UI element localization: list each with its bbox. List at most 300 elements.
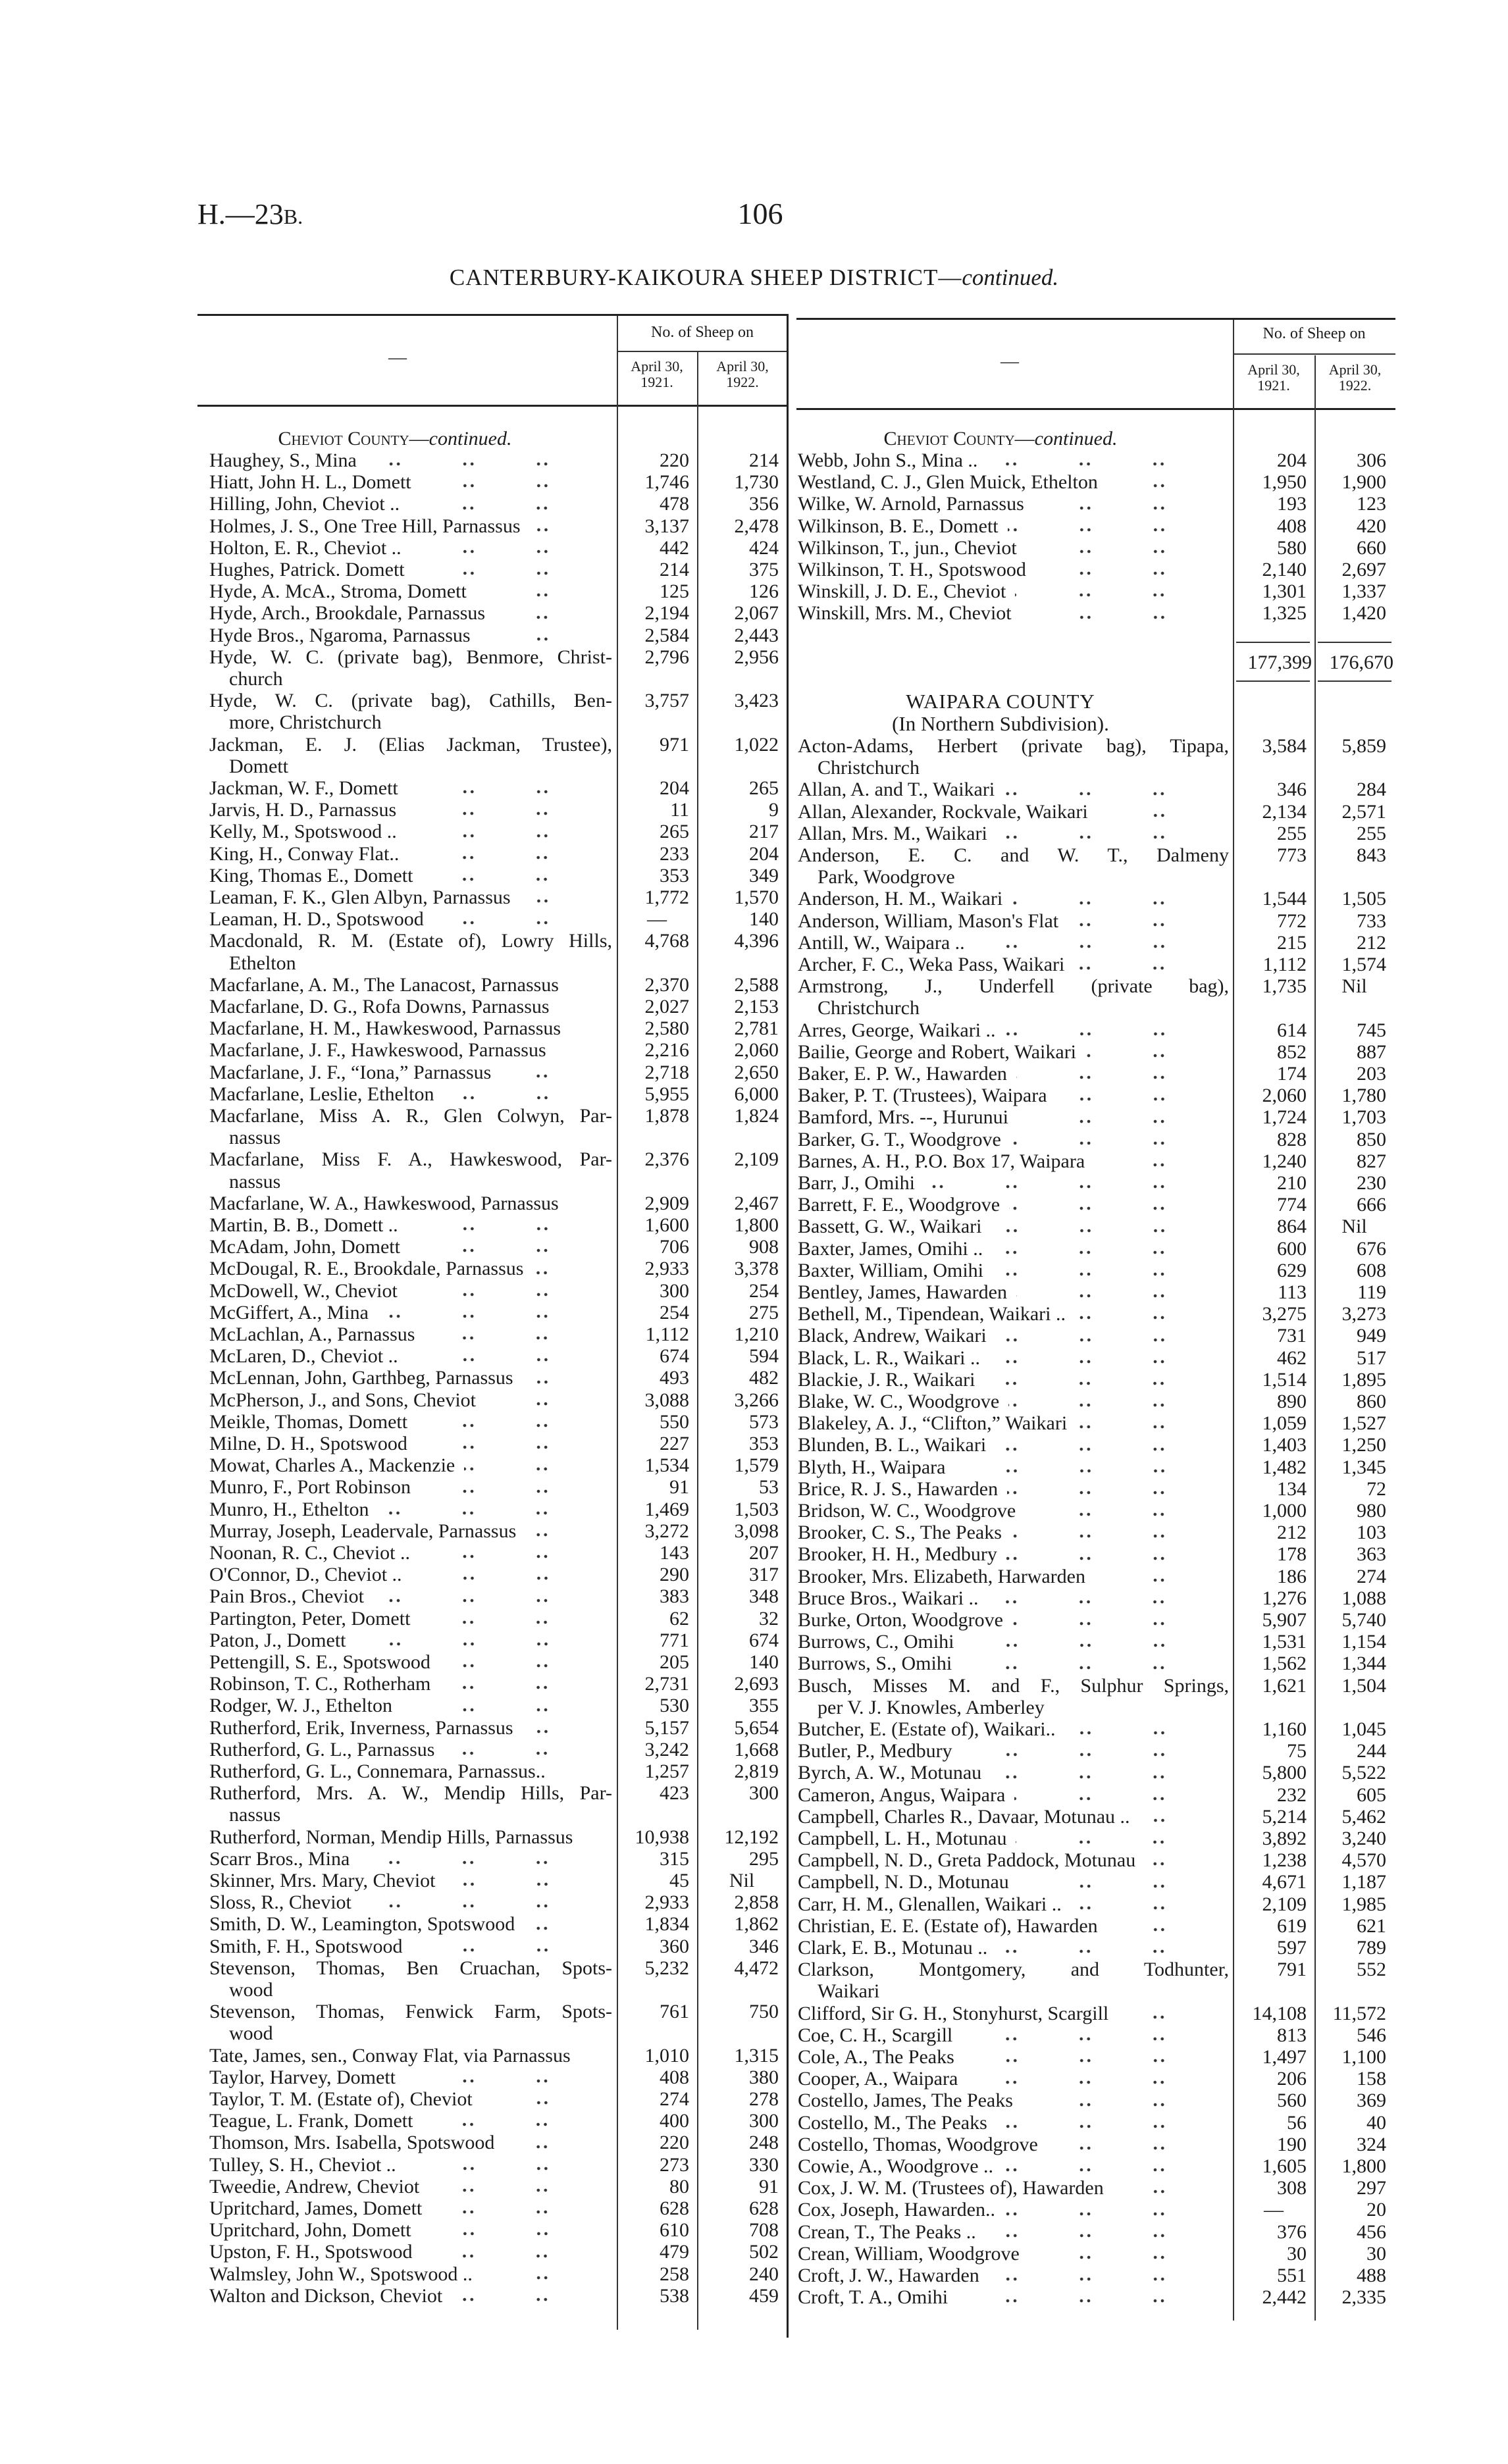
owner-cell xyxy=(798,1456,1229,1478)
sheep-1921: 2,933 xyxy=(644,1258,689,1280)
owner-name: Brice, R. J. S., Hawarden xyxy=(798,1477,999,1500)
owner-cell xyxy=(798,1303,1229,1325)
sheep-1922: 346 xyxy=(749,1935,779,1957)
sheep-1921: 580 xyxy=(1277,536,1307,559)
owner-cell xyxy=(798,1915,1229,1937)
owner-name: Bridson, W. C., Woodgrove xyxy=(798,1500,1016,1522)
sheep-1922: 949 xyxy=(1357,1325,1386,1347)
sheep-1922: 355 xyxy=(749,1695,779,1717)
owner-name-continuation: per V. J. Knowles, Amberley xyxy=(818,1696,1045,1718)
dot-leader xyxy=(405,2166,610,2171)
dot-leader xyxy=(494,615,610,620)
owner-name: McLaren, D., Cheviot .. xyxy=(209,1345,398,1368)
dot-leader xyxy=(1074,965,1226,971)
owner-cell xyxy=(209,1148,612,1192)
table-row xyxy=(796,1434,1395,1456)
table-row xyxy=(796,888,1395,910)
sheep-1922: 2,443 xyxy=(734,624,779,646)
sheep-1922: 91 xyxy=(759,2175,779,2197)
dot-leader xyxy=(524,1926,610,1931)
sheep-1921: 80 xyxy=(669,2175,689,2197)
owner-cell xyxy=(798,2286,1229,2308)
owner-name-continuation: Domett xyxy=(229,755,288,777)
table-row xyxy=(197,1564,788,1585)
owner-name: Bailie, George and Robert, Waikari xyxy=(798,1040,1077,1063)
sheep-1922: 674 xyxy=(749,1629,779,1651)
owner-cell xyxy=(209,1695,612,1716)
sheep-1921: 232 xyxy=(1277,1784,1307,1806)
sheep-1921: 408 xyxy=(660,2066,689,2088)
sheep-1921: 204 xyxy=(660,777,689,799)
table-row xyxy=(197,515,788,537)
sheep-1921: 864 xyxy=(1277,1216,1307,1238)
owner-cell xyxy=(209,1323,612,1345)
sheep-1922: 300 xyxy=(749,1782,779,1805)
sheep-1922: 1,668 xyxy=(734,1738,779,1760)
sheep-1921: 479 xyxy=(660,2241,689,2263)
sheep-1921: 3,584 xyxy=(1262,735,1307,757)
table-row xyxy=(796,2112,1395,2134)
owner-name: Winskill, J. D. E., Cheviot xyxy=(798,580,1006,603)
table-row xyxy=(796,493,1395,515)
owner-name: Wilkinson, B. E., Domett xyxy=(798,515,999,537)
owner-name: Allan, Mrs. M., Waikari xyxy=(798,822,987,844)
table-row xyxy=(796,2090,1395,2111)
owner-name: Holmes, J. S., One Tree Hill, Parnassus xyxy=(209,515,521,537)
sheep-1922: 517 xyxy=(1357,1347,1386,1369)
sheep-1922: 887 xyxy=(1357,1040,1386,1063)
sheep-1921: 1,834 xyxy=(644,1913,689,1936)
owner-name: Macfarlane, A. M., The Lanacost, Parnassus xyxy=(209,973,559,996)
table-row xyxy=(197,1673,788,1695)
dot-leader xyxy=(1008,527,1226,532)
owner-name-continuation: Christchurch xyxy=(818,757,920,779)
dot-leader xyxy=(482,2100,610,2105)
table-row xyxy=(197,2001,788,2044)
table-row xyxy=(197,2241,788,2263)
dot-leader xyxy=(378,1510,610,1516)
owner-cell xyxy=(798,2046,1229,2068)
sheep-1922: 1,022 xyxy=(734,733,779,756)
owner-cell xyxy=(209,1891,612,1913)
owner-cell xyxy=(209,1017,612,1039)
owner-name: Baxter, James, Omihi .. xyxy=(798,1237,983,1260)
table-row xyxy=(796,823,1395,844)
dot-leader xyxy=(582,1838,610,1843)
table-row xyxy=(197,2219,788,2241)
sheep-1921: 1,600 xyxy=(644,1214,689,1236)
table-row xyxy=(197,2045,788,2066)
waipara-county-heading: WAIPARA COUNTY xyxy=(906,690,1095,713)
table-row xyxy=(796,1543,1395,1565)
owner-name: McLachlan, A., Parnassus xyxy=(209,1323,415,1345)
table-row xyxy=(197,449,788,471)
owner-cell xyxy=(209,1105,612,1148)
owner-name: Anderson, E. C. and W. T., Dalmeny xyxy=(798,844,1229,866)
owner-cell xyxy=(209,1454,612,1476)
sheep-1921: 2,376 xyxy=(644,1148,689,1171)
owner-name: Antill, W., Waipara .. xyxy=(798,931,965,954)
owner-cell xyxy=(798,1609,1229,1631)
sheep-1922: 244 xyxy=(1357,1740,1386,1762)
sheep-1922: 1,579 xyxy=(734,1454,779,1477)
dot-leader xyxy=(995,1447,1226,1452)
owner-name: Upston, F. H., Spotswood xyxy=(209,2241,413,2263)
table-row xyxy=(796,1325,1395,1347)
owner-name-continuation: Ethelton xyxy=(229,952,296,974)
owner-name: Kelly, M., Spotswood .. xyxy=(209,821,397,843)
sheep-1922: 750 xyxy=(749,2001,779,2023)
table-row xyxy=(197,1302,788,1323)
table-row xyxy=(796,1041,1395,1063)
owner-name: Tate, James, sen., Conway Flat, via Parnassus xyxy=(209,2044,571,2066)
document-code-prefix: H.—23 xyxy=(197,198,284,230)
dot-leader xyxy=(1007,1490,1226,1495)
dot-leader xyxy=(411,1576,610,1581)
sheep-1922: 11,572 xyxy=(1332,2002,1386,2024)
owner-cell xyxy=(209,1651,612,1673)
sheep-1921: 1,240 xyxy=(1262,1150,1307,1172)
owner-cell xyxy=(798,1959,1229,2002)
owner-name: Blake, W. C., Woodgrove xyxy=(798,1391,1000,1412)
sheep-1922: 203 xyxy=(1357,1063,1386,1085)
dot-leader xyxy=(373,1598,610,1603)
sheep-1922: 140 xyxy=(749,1651,779,1673)
sheep-1922: 30 xyxy=(1366,2242,1386,2265)
owner-name-continuation: Christchurch xyxy=(818,997,920,1019)
sheep-1921: 5,800 xyxy=(1262,1762,1307,1784)
owner-cell xyxy=(209,908,612,930)
table-row xyxy=(197,1520,788,1542)
dot-leader xyxy=(1107,483,1226,488)
owner-cell xyxy=(798,2221,1229,2243)
owner-cell xyxy=(798,1871,1229,1893)
sheep-1921: 2,140 xyxy=(1262,559,1307,580)
sheep-1921: 2,909 xyxy=(644,1192,689,1214)
table-row xyxy=(197,734,788,777)
sheep-1922: 348 xyxy=(749,1585,779,1608)
owner-cell xyxy=(209,865,612,886)
sheep-1922: 3,098 xyxy=(734,1520,779,1542)
dot-leader xyxy=(419,1554,610,1559)
sheep-1922: 3,423 xyxy=(734,690,779,712)
sheep-1922: 5,522 xyxy=(1341,1762,1386,1784)
owner-name: Baker, P. T. (Trustees), Waipara xyxy=(798,1085,1047,1107)
dot-leader xyxy=(1015,592,1226,598)
sheep-1921: 4,671 xyxy=(1262,1871,1307,1893)
sheep-1922: 5,859 xyxy=(1341,735,1386,757)
owner-name: Wilke, W. Arnold, Parnassus xyxy=(798,493,1024,515)
owner-cell xyxy=(798,735,1229,779)
owner-cell xyxy=(209,646,612,690)
owner-cell xyxy=(209,1739,612,1760)
dot-leader xyxy=(961,1665,1226,1670)
sheep-1921: 1,735 xyxy=(1262,975,1307,998)
dot-leader xyxy=(419,1620,610,1625)
dot-leader xyxy=(992,1250,1226,1255)
sheep-1922: 860 xyxy=(1357,1391,1386,1412)
table-row xyxy=(796,1303,1395,1325)
sheep-1922: 666 xyxy=(1357,1194,1386,1216)
dot-leader xyxy=(1004,2211,1226,2217)
sheep-1921: 91 xyxy=(669,1476,689,1499)
owner-cell xyxy=(209,1717,612,1739)
sheep-1922: 1,503 xyxy=(734,1498,779,1520)
dot-leader xyxy=(555,1772,610,1778)
owner-name: Burrows, C., Omihi xyxy=(798,1631,954,1653)
owner-cell xyxy=(209,1936,612,1957)
total-1922: 176,670 xyxy=(1329,652,1393,673)
owner-cell xyxy=(209,1870,612,1891)
document-code-suffix: B. xyxy=(283,205,303,228)
table-row xyxy=(197,1193,788,1214)
owner-name: Macfarlane, Miss F. A., Hawkeswood, Par- xyxy=(209,1148,612,1171)
sheep-1922: 230 xyxy=(1357,1172,1386,1194)
sheep-1922: 9 xyxy=(769,799,779,821)
section-heading-italic: continued. xyxy=(1034,428,1118,449)
owner-cell xyxy=(209,1345,612,1367)
owner-name: Rutherford, Erik, Inverness, Parnassus xyxy=(209,1716,513,1739)
dot-leader xyxy=(424,1335,610,1341)
owner-cell xyxy=(798,932,1229,954)
sheep-1922: 356 xyxy=(749,493,779,515)
sheep-1922: 420 xyxy=(1357,515,1386,537)
owner-cell xyxy=(209,1630,612,1651)
sheep-1922: 1,527 xyxy=(1341,1412,1386,1435)
owner-cell xyxy=(209,2219,612,2241)
table-row xyxy=(197,2110,788,2132)
sheep-1922: 53 xyxy=(759,1476,779,1499)
owner-name: Hughes, Patrick. Domett xyxy=(209,559,405,580)
table-row xyxy=(197,1826,788,1848)
table-row xyxy=(197,1280,788,1302)
owner-cell xyxy=(798,1806,1229,1828)
sheep-1921: 1,010 xyxy=(644,2044,689,2066)
dot-leader xyxy=(1118,2015,1226,2020)
sheep-1921: 1,621 xyxy=(1262,1674,1307,1697)
sheep-1922: 375 xyxy=(749,559,779,580)
sheep-1921: 360 xyxy=(660,1935,689,1957)
owner-name: Rutherford, G. L., Connemara, Parnassus.. xyxy=(209,1760,546,1782)
sheep-1921: 3,242 xyxy=(644,1738,689,1760)
owner-name: King, H., Conway Flat.. xyxy=(209,842,400,865)
owner-cell xyxy=(798,2243,1229,2265)
table-row xyxy=(796,1129,1395,1150)
sheep-1921: 1,301 xyxy=(1262,580,1307,603)
dot-leader xyxy=(452,2297,610,2302)
owner-cell xyxy=(798,1937,1229,1959)
sheep-1921: 45 xyxy=(669,1870,689,1891)
sheep-1922: 2,693 xyxy=(734,1673,779,1695)
sheep-1922: 708 xyxy=(749,2219,779,2242)
dot-leader xyxy=(989,1359,1226,1364)
dot-leader xyxy=(1005,1031,1226,1037)
owner-name-continuation: nassus xyxy=(229,1804,281,1826)
table-row xyxy=(796,1631,1395,1653)
sheep-1922: 212 xyxy=(1357,931,1386,954)
owner-name: Sloss, R., Cheviot xyxy=(209,1891,351,1914)
sheep-1922: 297 xyxy=(1357,2177,1386,2199)
sheep-1921: 1,724 xyxy=(1262,1106,1307,1129)
sheep-1922: 275 xyxy=(749,1301,779,1323)
sheep-1922: 353 xyxy=(749,1433,779,1454)
dot-leader xyxy=(408,855,610,860)
owner-name: Macdonald, R. M. (Estate of), Lowry Hills, xyxy=(209,930,612,952)
dot-leader xyxy=(412,1947,610,1953)
sheep-1922: 552 xyxy=(1357,1959,1386,1981)
table-row xyxy=(796,1566,1395,1587)
table-row xyxy=(796,1238,1395,1260)
dot-leader xyxy=(964,1643,1226,1648)
sheep-1922: 2,067 xyxy=(734,602,779,625)
sheep-1921: 1,562 xyxy=(1262,1653,1307,1675)
table-row xyxy=(197,1367,788,1389)
sheep-1922: 980 xyxy=(1357,1500,1386,1522)
sheep-1922: 5,462 xyxy=(1341,1805,1386,1828)
table-row xyxy=(796,1172,1395,1194)
sheep-1921: 2,580 xyxy=(644,1017,689,1040)
table-row xyxy=(197,1017,788,1039)
table-row xyxy=(197,559,788,580)
owner-name: Mowat, Charles A., Mackenzie xyxy=(209,1454,455,1477)
owner-name: Stevenson, Thomas, Fenwick Farm, Spots- xyxy=(209,2001,612,2023)
table-row xyxy=(796,844,1395,888)
sheep-1921: 56 xyxy=(1287,2111,1307,2134)
sheep-1922: 608 xyxy=(1357,1259,1386,1281)
col-header-year: 1922. xyxy=(1338,377,1372,394)
table-row xyxy=(197,1585,788,1607)
owner-name: Hyde, Arch., Brookdale, Parnassus xyxy=(209,602,486,625)
table-row xyxy=(796,1085,1395,1106)
owner-name: Christian, E. E. (Estate of), Hawarden xyxy=(798,1914,1098,1937)
sheep-1921: 2,109 xyxy=(1262,1893,1307,1915)
section-heading-caps: Cheviot County— xyxy=(883,428,1035,449)
sheep-1922: 3,378 xyxy=(734,1258,779,1280)
sheep-1921: 204 xyxy=(1277,449,1307,471)
dot-leader xyxy=(1022,2102,1226,2107)
sheep-1921: 212 xyxy=(1277,1522,1307,1544)
owner-name: Wilkinson, T., jun., Cheviot xyxy=(798,536,1017,559)
owner-cell xyxy=(209,886,612,908)
table-row xyxy=(796,1260,1395,1281)
table-row xyxy=(197,1083,788,1105)
owner-cell xyxy=(798,954,1229,975)
owner-name: Cooper, A., Waipara xyxy=(798,2068,958,2090)
sheep-1921: 1,878 xyxy=(644,1105,689,1127)
owner-name: Allan, Alexander, Rockvale, Waikari xyxy=(798,800,1088,823)
dot-leader xyxy=(568,1204,610,1210)
dot-leader xyxy=(1025,1512,1226,1517)
dot-leader xyxy=(1004,791,1226,796)
sheep-1922: 330 xyxy=(749,2153,779,2176)
sheep-1922: 2,335 xyxy=(1341,2286,1386,2309)
sheep-1922: 1,824 xyxy=(734,1105,779,1127)
document-code xyxy=(197,197,303,231)
sheep-1922: Nil xyxy=(1341,975,1367,998)
sheep-1921: 551 xyxy=(1277,2265,1307,2286)
owner-name: Burrows, S., Omihi xyxy=(798,1653,952,1675)
table-row xyxy=(197,1891,788,1913)
col-header-line: April 30, xyxy=(631,358,683,374)
owner-name-continuation: church xyxy=(229,668,283,690)
table-row xyxy=(197,1062,788,1083)
owner-cell xyxy=(209,493,612,515)
owner-cell xyxy=(798,1543,1229,1565)
sheep-1921: 62 xyxy=(669,1607,689,1630)
owner-cell xyxy=(209,1913,612,1935)
owner-cell xyxy=(798,1260,1229,1281)
sheep-1921: 560 xyxy=(1277,2090,1307,2112)
dot-leader xyxy=(1075,1315,1226,1320)
table-row xyxy=(197,1695,788,1716)
sheep-1922: 1,985 xyxy=(1341,1893,1386,1915)
owner-cell xyxy=(798,1587,1229,1609)
dot-leader xyxy=(987,1599,1226,1604)
owner-cell xyxy=(798,1631,1229,1653)
table-row xyxy=(796,1675,1395,1718)
sheep-1922: 1,315 xyxy=(734,2044,779,2066)
dot-leader xyxy=(997,2124,1226,2129)
sheep-1922: 827 xyxy=(1357,1150,1386,1172)
dot-leader xyxy=(429,2188,610,2193)
sheep-1922: 3,240 xyxy=(1341,1828,1386,1849)
sheep-1922: 20 xyxy=(1366,2199,1386,2221)
owner-cell xyxy=(798,1172,1229,1194)
owner-cell xyxy=(209,1520,612,1542)
sheep-1921: 1,531 xyxy=(1262,1631,1307,1653)
owner-cell xyxy=(798,2090,1229,2111)
sheep-1922: 72 xyxy=(1366,1477,1386,1500)
dot-leader xyxy=(962,1752,1226,1757)
dot-leader xyxy=(405,811,610,816)
dot-leader xyxy=(482,2275,610,2280)
dot-leader xyxy=(500,1073,610,1079)
owner-cell xyxy=(798,823,1229,844)
sheep-1921: 423 xyxy=(660,1782,689,1805)
owner-cell xyxy=(798,844,1229,888)
sheep-1921: 353 xyxy=(660,864,689,886)
sheep-1922: 2,109 xyxy=(734,1148,779,1171)
sheep-1921: 2,933 xyxy=(644,1891,689,1914)
sheep-1922: 1,187 xyxy=(1341,1871,1386,1893)
owner-cell xyxy=(798,602,1229,624)
dot-leader xyxy=(407,1226,610,1231)
sheep-1922: 5,654 xyxy=(734,1716,779,1739)
sheep-1921: 227 xyxy=(660,1433,689,1454)
left-section-heading xyxy=(197,428,592,450)
owner-cell xyxy=(798,580,1229,602)
owner-name: Costello, Thomas, Woodgrove xyxy=(798,2133,1038,2155)
owner-cell xyxy=(209,2110,612,2132)
sheep-1921: 254 xyxy=(660,1301,689,1323)
dot-leader xyxy=(993,1271,1226,1277)
owner-cell xyxy=(798,515,1229,537)
owner-cell xyxy=(798,2199,1229,2220)
sheep-1921: 852 xyxy=(1277,1040,1307,1063)
owner-name: Bethell, M., Tipendean, Waikari .. xyxy=(798,1303,1066,1325)
owner-name: Macfarlane, W. A., Hawkeswood, Parnassus xyxy=(209,1192,559,1214)
sheep-1922: 3,273 xyxy=(1341,1303,1386,1325)
owner-name: Leaman, F. K., Glen Albyn, Parnassus xyxy=(209,886,511,908)
sheep-1921: — xyxy=(647,908,667,931)
right-name-column-header: — xyxy=(1001,351,1019,372)
owner-name: Clarkson, Montgomery, and Todhunter, xyxy=(798,1959,1229,1981)
owner-cell xyxy=(209,843,612,865)
sheep-1922: 1,154 xyxy=(1341,1631,1386,1653)
sheep-1921: 3,137 xyxy=(644,515,689,537)
table-row xyxy=(796,1500,1395,1522)
owner-cell xyxy=(798,1391,1229,1412)
